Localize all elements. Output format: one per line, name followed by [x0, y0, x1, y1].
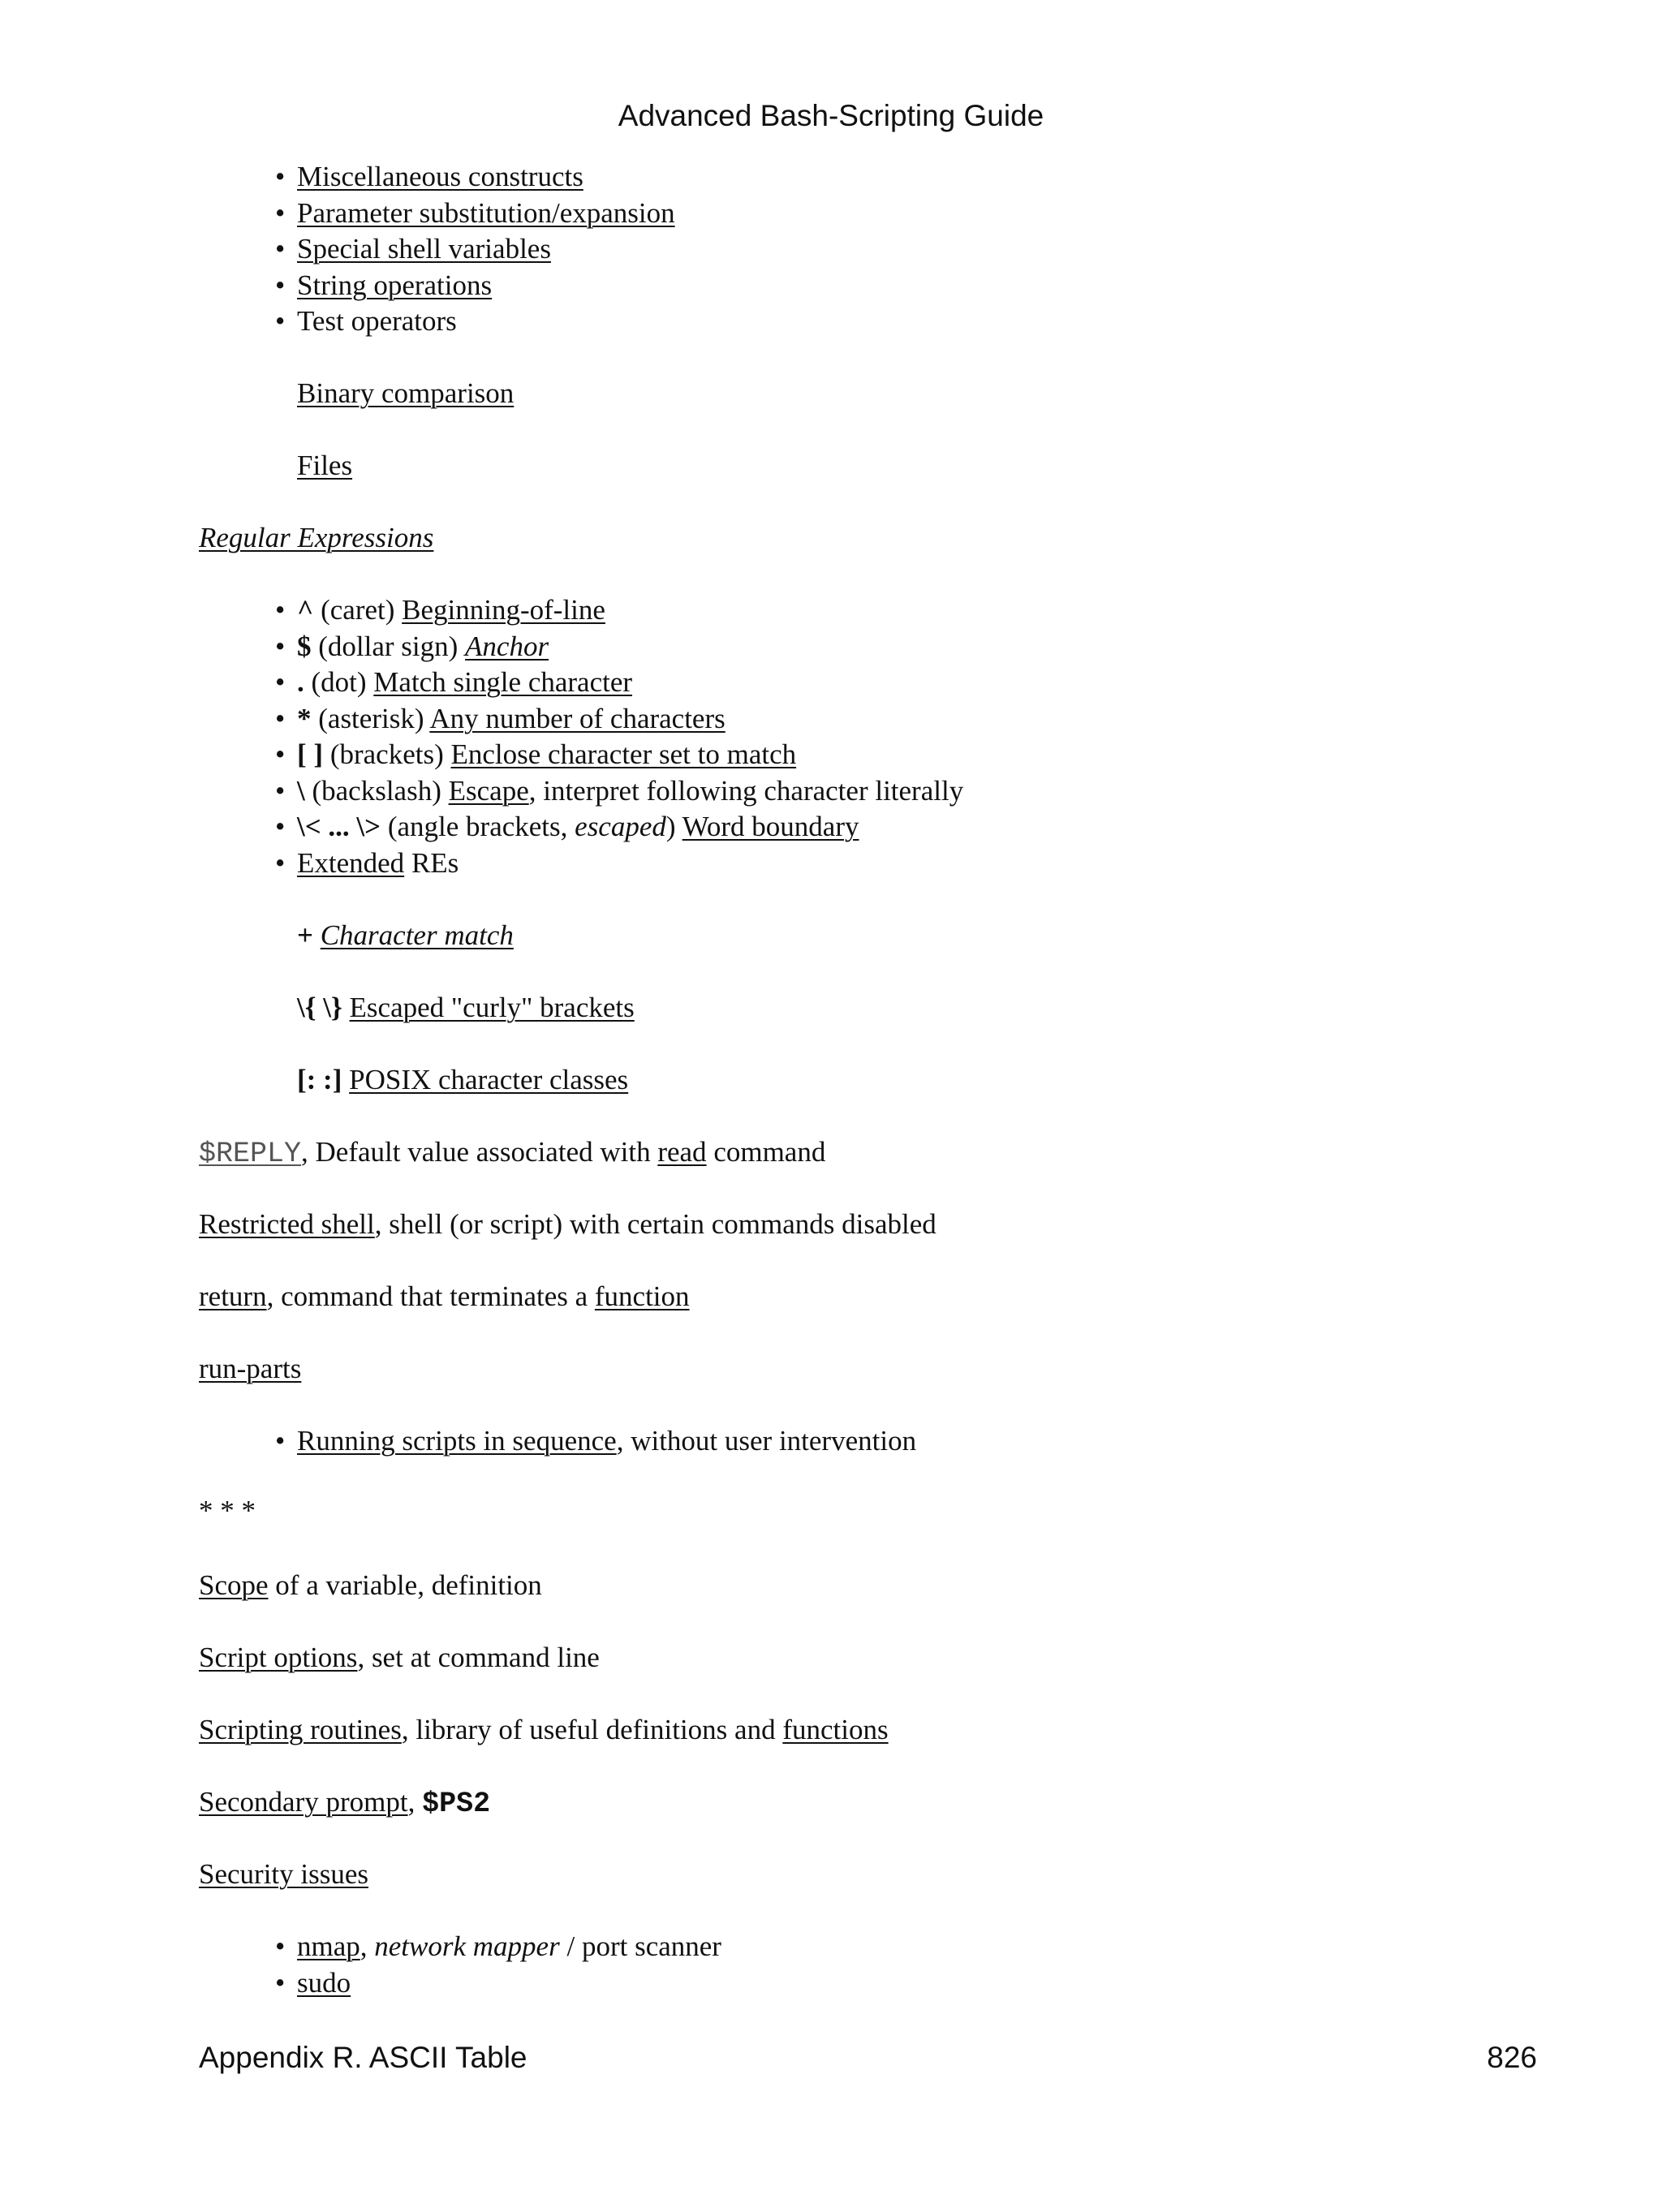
list-item: • ^ (caret) Beginning-of-line [275, 592, 605, 628]
link-special-shell-variables[interactable]: Special shell variables [297, 233, 551, 265]
index-entry: return, command that terminates a function [199, 1280, 690, 1312]
bullet-icon: • [275, 1967, 286, 1999]
list-item: • nmap, network mapper / port scanner [275, 1929, 721, 1965]
index-entry [199, 1857, 368, 1892]
link-posix-character-classes[interactable]: POSIX character classes [349, 1064, 629, 1095]
list-item [275, 268, 492, 303]
index-entry [199, 520, 433, 556]
link-regular-expressions[interactable]: Regular Expressions [199, 522, 434, 553]
bullet-icon: • [275, 630, 286, 662]
link-read[interactable]: read [657, 1136, 707, 1168]
link-security-issues[interactable]: Security issues [199, 1858, 369, 1890]
bullet-icon: • [275, 666, 286, 698]
index-entry: Secondary prompt, $PS2 [199, 1786, 491, 1820]
bullet-icon: • [275, 233, 286, 265]
list-item: • . (dot) Match single character [275, 665, 632, 700]
bullet-icon: • [275, 775, 286, 807]
code-ps2: $PS2 [422, 1788, 491, 1820]
link-scope[interactable]: Scope [199, 1569, 269, 1601]
page-header-title: Advanced Bash-Scripting Guide [618, 99, 1044, 132]
bullet-icon: • [275, 1930, 286, 1962]
list-item: • [ ] (brackets) Enclose character set to match [275, 737, 796, 772]
bullet-icon: • [275, 847, 286, 879]
list-item: • \< ... \> (angle brackets, escaped) Word boundary [275, 809, 859, 845]
link-character-match[interactable]: Character match [320, 919, 514, 951]
sub-item: \{ \} Escaped "curly" brackets [297, 992, 635, 1023]
link-match-single-character[interactable]: Match single character [373, 666, 633, 698]
sub-item [297, 448, 352, 484]
link-return[interactable]: return [199, 1280, 267, 1312]
link-extended[interactable]: Extended [297, 847, 405, 879]
section-separator: * * * [199, 1495, 256, 1526]
list-item [275, 196, 675, 231]
link-running-scripts-in-sequence[interactable]: Running scripts in sequence [297, 1425, 617, 1457]
link-beginning-of-line[interactable]: Beginning-of-line [402, 594, 605, 626]
index-entry: Script options, set at command line [199, 1642, 600, 1673]
link-escaped-curly-brackets[interactable]: Escaped "curly" brackets [349, 992, 635, 1023]
link-reply[interactable]: $REPLY [199, 1138, 302, 1170]
bullet-icon: • [275, 305, 286, 337]
index-entry: $REPLY, Default value associated with read command [199, 1136, 826, 1170]
bullet-icon: • [275, 703, 286, 734]
link-files[interactable]: Files [297, 450, 353, 481]
bullet-icon: • [275, 161, 286, 192]
link-nmap[interactable]: nmap [297, 1930, 360, 1962]
list-item: • Running scripts in sequence, without user intervention [275, 1423, 916, 1459]
list-item: • * (asterisk) Any number of characters [275, 701, 726, 737]
link-sudo[interactable]: sudo [297, 1967, 351, 1999]
index-entry [199, 1351, 301, 1387]
list-item [275, 159, 583, 195]
test-operators-label: Test operators [297, 305, 457, 337]
link-anchor[interactable]: Anchor [465, 630, 549, 662]
link-escape[interactable]: Escape [448, 775, 529, 807]
list-item [275, 231, 551, 267]
bullet-icon: • [275, 269, 286, 301]
sub-item: + Character match [297, 919, 514, 951]
link-functions[interactable]: functions [782, 1714, 889, 1745]
link-parameter-substitution[interactable]: Parameter substitution/expansion [297, 197, 675, 229]
index-entry: Scope of a variable, definition [199, 1569, 542, 1601]
bullet-icon: • [275, 594, 286, 626]
list-item: • \ (backslash) Escape, interpret following character literally [275, 773, 963, 809]
link-miscellaneous-constructs[interactable]: Miscellaneous constructs [297, 161, 583, 192]
bullet-icon: • [275, 811, 286, 842]
list-item: • Extended REs [275, 846, 459, 881]
link-script-options[interactable]: Script options [199, 1642, 358, 1673]
index-entry: Scripting routines, library of useful definitions and functions [199, 1714, 889, 1745]
bullet-icon: • [275, 738, 286, 770]
link-any-number-of-characters[interactable]: Any number of characters [429, 703, 726, 734]
index-entry: Restricted shell, shell (or script) with certain commands disabled [199, 1208, 936, 1240]
bullet-icon: • [275, 197, 286, 229]
list-item: • $ (dollar sign) Anchor [275, 629, 549, 665]
link-run-parts[interactable]: run-parts [199, 1353, 302, 1384]
bullet-icon: • [275, 1425, 286, 1457]
link-enclose-character-set[interactable]: Enclose character set to match [450, 738, 797, 770]
link-binary-comparison[interactable]: Binary comparison [297, 377, 515, 409]
footer-page-number: 826 [1487, 2041, 1537, 2074]
link-restricted-shell[interactable]: Restricted shell [199, 1208, 375, 1240]
link-scripting-routines[interactable]: Scripting routines [199, 1714, 402, 1745]
sub-item: [: :] POSIX character classes [297, 1064, 629, 1095]
link-secondary-prompt[interactable]: Secondary prompt [199, 1786, 408, 1818]
link-word-boundary[interactable]: Word boundary [682, 811, 859, 842]
link-function[interactable]: function [594, 1280, 690, 1312]
link-string-operations[interactable]: String operations [297, 269, 493, 301]
footer-section-title: Appendix R. ASCII Table [199, 2041, 527, 2074]
sub-item [297, 376, 514, 411]
list-item [275, 1965, 351, 2001]
list-item [275, 303, 457, 339]
